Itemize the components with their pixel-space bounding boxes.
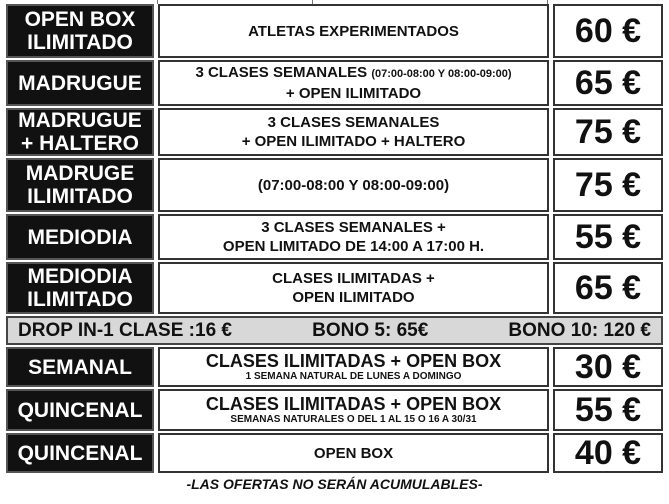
plan-description bbox=[158, 108, 549, 156]
plan-name bbox=[6, 262, 154, 314]
drop-in-bono-10: BONO 10: 120 € bbox=[508, 319, 651, 341]
plan-price: 65 € bbox=[553, 262, 663, 314]
plan-price: 75 € bbox=[553, 108, 663, 156]
plan-row-quincenal-open-box bbox=[6, 433, 663, 473]
plan-row-semanal bbox=[6, 347, 663, 387]
plan-row-madruge-ilimitado bbox=[6, 158, 663, 212]
plan-description-line2: OPEN ILIMITADO bbox=[292, 289, 415, 306]
plan-description-main: CLASES ILIMITADAS + OPEN BOX bbox=[205, 394, 502, 414]
plan-price: 55 € bbox=[553, 389, 663, 431]
plan-description-line1: 3 CLASES SEMANALES + bbox=[261, 219, 446, 236]
plan-description-schedule: (07:00-08:00 Y 08:00-09:00) bbox=[371, 68, 512, 80]
offers-disclaimer: -LAS OFERTAS NO SERÁN ACUMULABLES- bbox=[186, 476, 483, 492]
plan-description bbox=[158, 214, 549, 260]
plan-name bbox=[6, 214, 154, 260]
plan-description-main: OPEN BOX bbox=[313, 444, 394, 462]
drop-in-bono-5: BONO 5: 65€ bbox=[312, 319, 429, 341]
plan-name: SEMANAL bbox=[6, 347, 154, 387]
plan-description bbox=[158, 347, 549, 387]
plan-description-line2: + OPEN ILIMITADO bbox=[285, 85, 422, 102]
plan-row-madrugue-haltero bbox=[6, 108, 663, 156]
drop-in-single-class: DROP IN-1 CLASE :16 € bbox=[18, 319, 232, 341]
plan-name bbox=[6, 4, 154, 58]
plan-name bbox=[6, 60, 154, 106]
plan-name bbox=[6, 158, 154, 212]
plan-name-line2: ILIMITADO bbox=[27, 31, 133, 54]
plan-description-line2: + OPEN ILIMITADO + HALTERO bbox=[241, 133, 466, 150]
plan-description bbox=[158, 262, 549, 314]
plan-description-main: CLASES ILIMITADAS + OPEN BOX bbox=[205, 351, 502, 371]
plan-price: 30 € bbox=[553, 347, 663, 387]
plan-description-main: 3 CLASES SEMANALES bbox=[195, 64, 368, 81]
plan-price: 40 € bbox=[553, 433, 663, 473]
plan-name-line1: MEDIODIA bbox=[27, 225, 133, 249]
plan-name-line1: MEDIODIA bbox=[27, 265, 133, 288]
plan-description-sub: 1 SEMANA NATURAL DE LUNES A DOMINGO bbox=[245, 371, 462, 382]
plan-description bbox=[158, 60, 549, 106]
plan-description bbox=[158, 158, 549, 212]
plan-name-line1: MADRUGUE bbox=[18, 71, 142, 95]
plan-row-mediodia bbox=[6, 214, 663, 260]
plan-name-line1: OPEN BOX bbox=[24, 8, 136, 31]
plan-description-line1 bbox=[195, 63, 511, 84]
plan-price: 65 € bbox=[553, 60, 663, 106]
plan-price: 60 € bbox=[553, 4, 663, 58]
plan-row-madrugue bbox=[6, 60, 663, 106]
plan-name-line2: ILIMITADO bbox=[27, 288, 133, 311]
plan-name-line2: ILIMITADO bbox=[27, 185, 133, 208]
plan-description bbox=[158, 433, 549, 473]
plan-description-line1: (07:00-08:00 Y 08:00-09:00) bbox=[257, 176, 450, 194]
plan-row-mediodia-ilimitado bbox=[6, 262, 663, 314]
plan-price: 55 € bbox=[553, 214, 663, 260]
drop-in-band bbox=[6, 316, 663, 345]
plan-row-quincenal bbox=[6, 389, 663, 431]
plan-description-line1: 3 CLASES SEMANALES bbox=[267, 114, 440, 131]
plan-name-line1: MADRUGE bbox=[25, 162, 135, 185]
plan-name-line2: + HALTERO bbox=[20, 132, 140, 155]
plan-description-line1: CLASES ILIMITADAS + bbox=[272, 270, 435, 287]
plan-name-line1: MADRUGUE bbox=[18, 109, 142, 132]
plan-description-line1: ATLETAS EXPERIMENTADOS bbox=[248, 22, 459, 40]
plan-description-sub: SEMANAS NATURALES O DEL 1 AL 15 O 16 A 30/31 bbox=[230, 414, 477, 425]
plan-row-open-box-ilimitado bbox=[6, 4, 663, 58]
plan-description bbox=[158, 389, 549, 431]
plan-name: QUINCENAL bbox=[6, 433, 154, 473]
plan-description bbox=[158, 4, 549, 58]
plan-price: 75 € bbox=[553, 158, 663, 212]
plan-description-line2: OPEN LIMITADO DE 14:00 A 17:00 H. bbox=[222, 238, 485, 255]
plan-name: QUINCENAL bbox=[6, 389, 154, 431]
plan-name bbox=[6, 108, 154, 156]
